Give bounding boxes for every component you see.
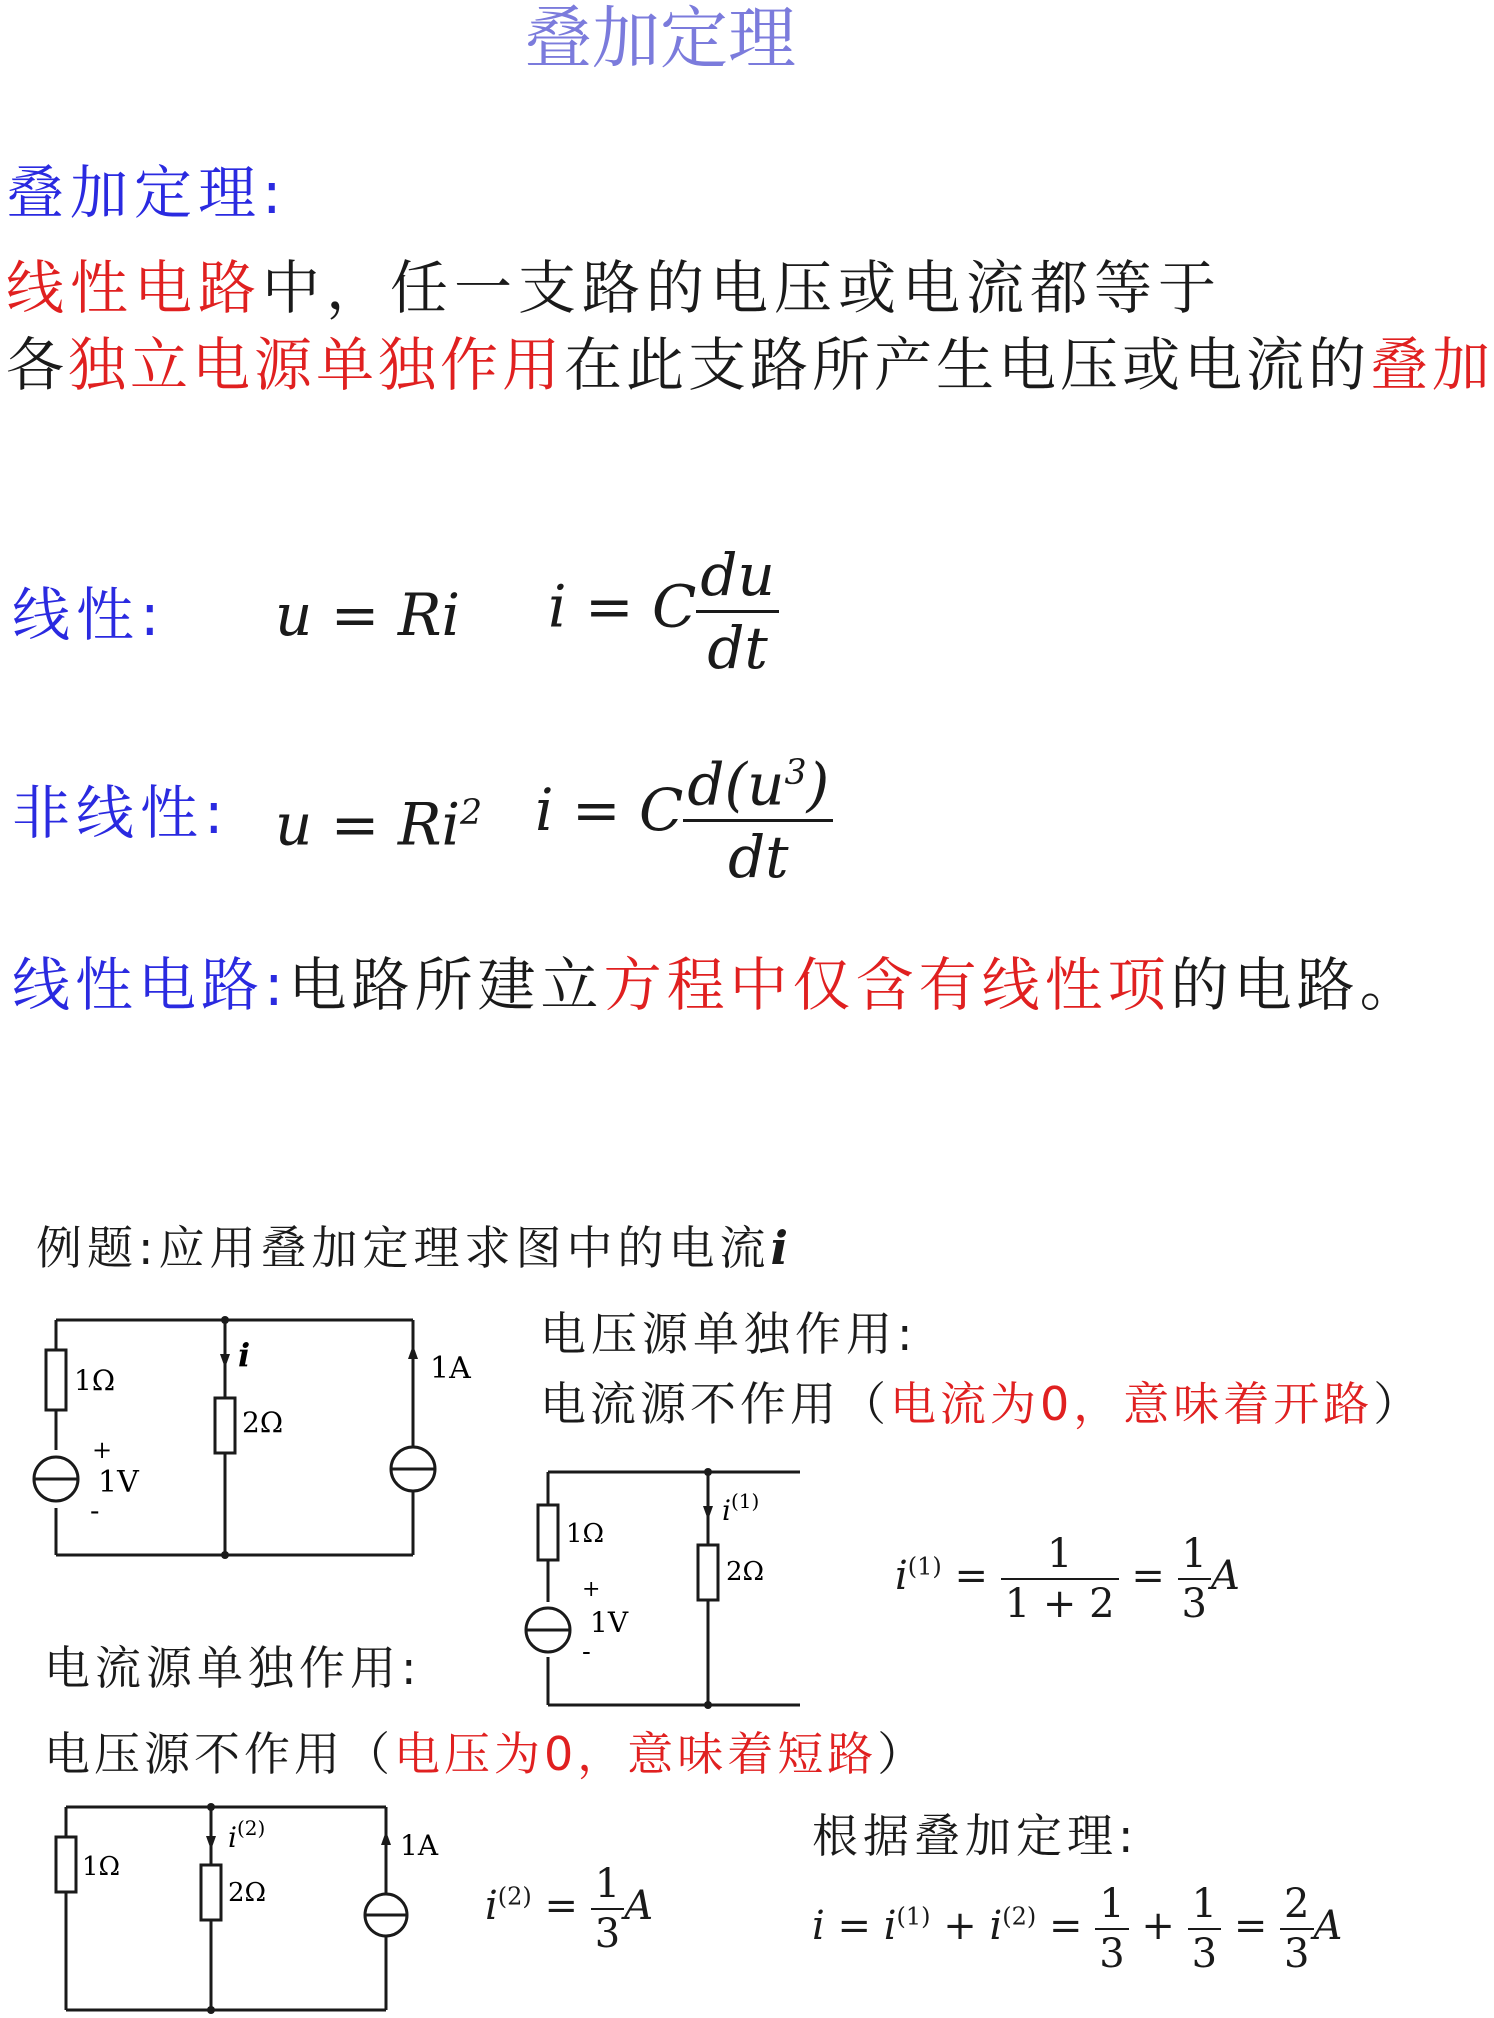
linear-eq-2-lhs: i = C [548, 572, 697, 641]
main-source-v-label: 1V [98, 1465, 139, 1500]
fraction-denominator: 3 [594, 1911, 621, 1957]
case1-equation [895, 1530, 1240, 1628]
numerator-sup: 3 [784, 753, 807, 793]
case1-eq-sup: (1) [907, 1552, 942, 1581]
summary-eq-sign: = [1036, 1903, 1083, 1949]
case2-line2-a: 电压源不作用（ [44, 1727, 394, 1781]
fraction-numerator: 1 [1001, 1530, 1119, 1580]
summary-lhs: i = i [812, 1903, 897, 1949]
example-text: 应用叠加定理求图中的电流 [158, 1221, 771, 1275]
case2-line2-highlight: 电压为0，意味着短路 [394, 1727, 878, 1781]
summary-fraction-2 [1188, 1880, 1221, 1978]
linear-circuit-highlight: 方程中仅含有线性项 [603, 951, 1171, 1019]
nonlinear-label: 非线性: [12, 779, 230, 847]
case2-eq-sup: (2) [497, 1882, 532, 1911]
main-source-i-label: 1A [430, 1351, 471, 1386]
nonlinear-eq-1 [275, 778, 482, 859]
case1-eq-fraction-2 [1178, 1530, 1211, 1628]
case2-line2 [44, 1726, 927, 1782]
case2-source-i-label: 1A [400, 1829, 439, 1862]
example-var: i [770, 1221, 793, 1275]
main-plus-sign: + [92, 1436, 113, 1464]
case1-eq-fraction-1 [1001, 1530, 1119, 1628]
case2-current-label [228, 1816, 265, 1854]
case2-line2-b: ） [877, 1727, 928, 1781]
fraction-numerator: 1 [1188, 1880, 1221, 1930]
case2-current-sup: (2) [236, 1816, 266, 1840]
summary-equation [812, 1880, 1342, 1978]
case1-line2-highlight: 电流为0，意味着开路 [890, 1377, 1374, 1431]
nonlinear-eq-2 [535, 738, 833, 892]
summary-title: 根据叠加定理: [812, 1809, 1139, 1863]
case1-line2-b: ） [1373, 1377, 1424, 1431]
linear-label: 线性: [12, 581, 166, 649]
case1-r1-label: 1Ω [566, 1519, 605, 1549]
case1-line2 [540, 1376, 1423, 1432]
summary-eq-sign-2: = [1233, 1903, 1268, 1949]
fraction-numerator: 1 [1095, 1880, 1128, 1930]
case2-eq-fraction [591, 1860, 624, 1958]
numerator-end: ) [806, 750, 830, 819]
case1-eq-unit: A [1211, 1553, 1240, 1599]
fraction-numerator [683, 738, 833, 822]
fraction-denominator: 3 [1099, 1931, 1125, 1977]
page-title: 叠加定理 [523, 0, 796, 79]
nonlinear-eq-2-fraction [683, 738, 833, 892]
linear-eq-1: u = Ri [275, 581, 461, 649]
definition-text-b: 在此支路所产生电压或电流的 [564, 331, 1371, 399]
definition-highlight-1: 独立电源单独作用 [68, 331, 565, 399]
main-r1-label: 1Ω [74, 1364, 116, 1397]
summary-plus-term: + i [930, 1903, 1003, 1949]
fraction-numerator: 1 [591, 1860, 624, 1910]
case2-title: 电流源单独作用: [44, 1641, 422, 1695]
example-line [36, 1220, 793, 1276]
case1-current-base: i [722, 1494, 731, 1527]
fraction-denominator: 3 [1181, 1581, 1207, 1627]
fraction-denominator: 3 [1284, 1931, 1310, 1977]
fraction-denominator: 1 + 2 [1004, 1581, 1115, 1627]
case1-current-label [722, 1489, 759, 1527]
summary-plus-sign: + [1141, 1903, 1175, 1949]
definition-line-1 [6, 253, 1222, 323]
summary-fraction-3 [1280, 1880, 1313, 1978]
case1-title: 电压源单独作用: [540, 1307, 918, 1361]
nonlinear-eq-1-sup: 2 [460, 793, 483, 833]
linear-circuit-definition [12, 950, 1423, 1020]
case2-eq-unit: A [624, 1883, 654, 1929]
linear-circuit-text-b: 的电路。 [1170, 951, 1423, 1019]
case2-eq-lhs: i [485, 1883, 498, 1929]
fraction-denominator: dt [707, 614, 768, 682]
linear-eq-2 [548, 540, 779, 683]
case1-current-sup: (1) [730, 1489, 760, 1513]
case1-line2-a: 电流源不作用（ [540, 1377, 890, 1431]
main-r2-label: 2Ω [242, 1406, 284, 1439]
case2-circuit-diagram [40, 1795, 439, 2015]
case2-equation [485, 1860, 653, 1958]
case2-r2-label: 2Ω [228, 1878, 267, 1908]
summary-sup-1: (1) [896, 1902, 931, 1931]
fraction-denominator: dt [728, 823, 789, 892]
main-circuit-diagram [40, 1310, 480, 1580]
nonlinear-eq-2-lhs: i = C [535, 776, 684, 845]
definition-text: 中，任一支路的电压或电流都等于 [262, 254, 1223, 322]
summary-fraction-1 [1095, 1880, 1128, 1978]
case2-current-base: i [228, 1821, 237, 1854]
main-minus-sign: - [90, 1494, 100, 1527]
summary-sup-2: (2) [1002, 1902, 1037, 1931]
definition-highlight-2: 叠加 [1370, 331, 1494, 399]
case1-eq-sign: = [954, 1553, 989, 1599]
fraction-denominator: 3 [1191, 1931, 1218, 1977]
example-prefix: 例题: [36, 1221, 159, 1275]
main-current-label: i [238, 1336, 251, 1374]
case1-eq-lhs: i [895, 1553, 908, 1599]
fraction-numerator: 1 [1178, 1530, 1211, 1580]
summary-unit: A [1313, 1903, 1343, 1949]
case1-minus-sign: - [582, 1637, 591, 1667]
case1-plus-sign: + [582, 1577, 601, 1602]
case2-eq-sign: = [544, 1883, 579, 1929]
definition-text-a: 各 [6, 331, 69, 399]
case2-r1-label: 1Ω [82, 1852, 121, 1882]
nonlinear-eq-1-base: u = Ri [275, 790, 461, 859]
section-heading: 叠加定理: [6, 159, 288, 227]
fraction-numerator: 2 [1280, 1880, 1313, 1930]
case1-circuit-diagram [510, 1460, 830, 1720]
fraction-numerator: du [696, 540, 778, 613]
case1-r2-label: 2Ω [726, 1557, 765, 1587]
definition-term: 线性电路 [6, 254, 263, 322]
case1-source-v-label: 1V [590, 1606, 629, 1639]
numerator-base: d(u [687, 750, 785, 819]
linear-eq-2-fraction [696, 540, 778, 683]
linear-circuit-label: 线性电路: [12, 951, 289, 1019]
linear-circuit-text-a: 电路所建立 [288, 951, 604, 1019]
case1-eq-sign-2: = [1131, 1553, 1165, 1599]
definition-line-2 [6, 330, 1494, 400]
